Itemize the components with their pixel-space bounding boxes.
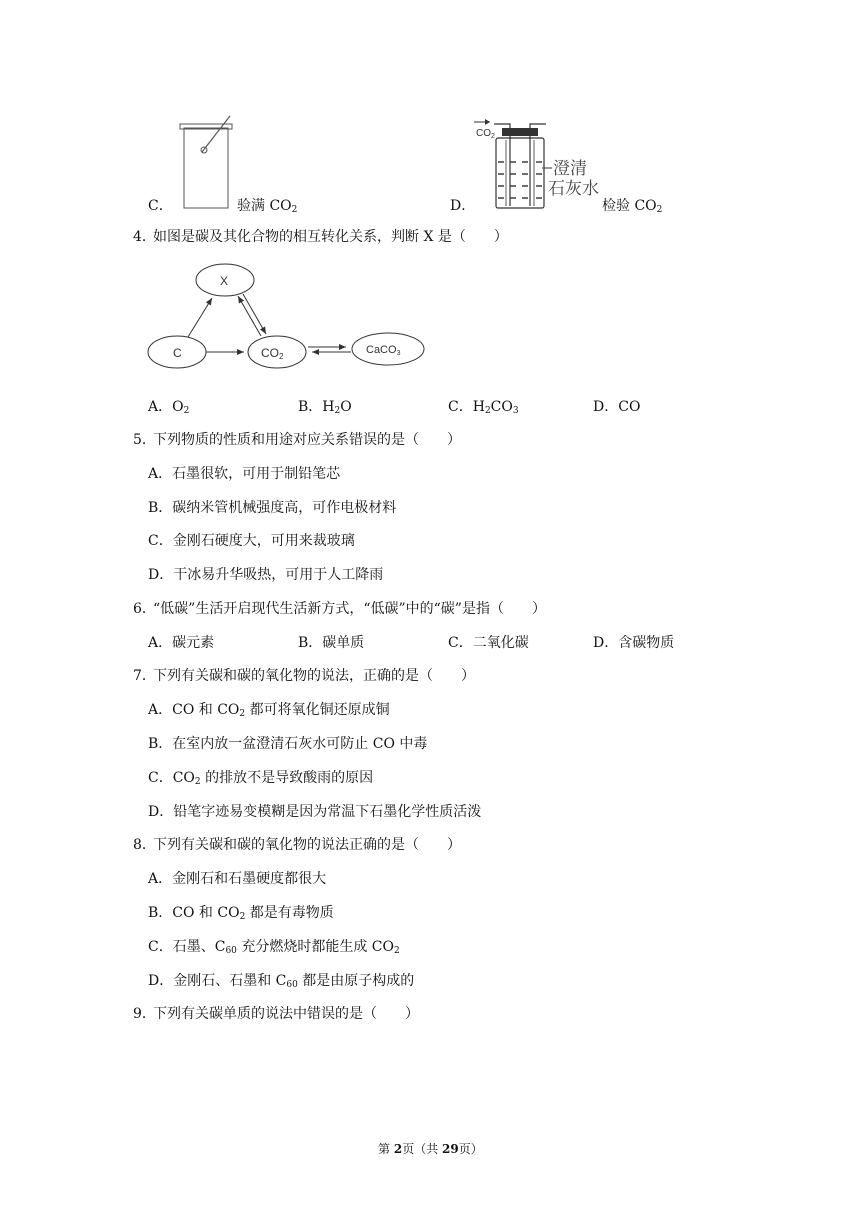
q6-option-b: B．碳单质 xyxy=(298,635,365,651)
q4-option-b: B．$H_2O$ xyxy=(298,399,352,416)
gas-bottle-figure xyxy=(176,114,236,212)
q5-option-a: A．石墨很软，可用于制铅笔芯 xyxy=(148,466,341,482)
q7-option-d: D．铅笔字迹易变模糊是因为常温下石墨化学性质活泼 xyxy=(148,804,482,820)
node-co2-label: CO2 xyxy=(261,346,284,361)
q3-option-d-label: 检验 $CO_2$ xyxy=(602,198,663,215)
q4-number: 4． xyxy=(133,229,156,245)
q7-option-c: C．$CO_2$ 的排放不是导致酸雨的原因 xyxy=(148,770,374,787)
carbon-conversion-diagram xyxy=(140,258,440,378)
q8-option-d: D．金刚石、石墨和 $C_{60}$ 都是由原子构成的 xyxy=(148,973,415,990)
q7-option-b: B．在室内放一盆澄清石灰水可防止 CO 中毒 xyxy=(148,736,428,752)
q7-option-a: A．CO 和 $CO_2$ 都可将氧化铜还原成铜 xyxy=(148,702,390,719)
q9-stem: 下列有关碳单质的说法中错误的是（ ） xyxy=(153,1006,419,1022)
q4-option-d: D．CO xyxy=(593,399,641,415)
fig-limewater-label-2: 石灰水 xyxy=(548,179,599,198)
q3-option-c-label: 验满 $CO_2$ xyxy=(237,198,298,215)
arrow-x-to-co2 xyxy=(243,294,266,334)
q6-option-d: D．含碳物质 xyxy=(593,635,675,651)
q6-number: 6． xyxy=(133,601,156,617)
q5-option-b: B．碳纳米管机械强度高，可作电极材料 xyxy=(148,500,397,516)
q8-stem: 下列有关碳和碳的氧化物的说法正确的是（ ） xyxy=(153,837,461,853)
q8-option-c: C．石墨、$C_{60}$ 充分燃烧时都能生成 $CO_2$ xyxy=(148,939,400,956)
total-pages: 29 xyxy=(442,1142,459,1156)
node-c-label: C xyxy=(173,346,182,360)
q7-stem: 下列有关碳和碳的氧化物的说法，正确的是（ ） xyxy=(153,668,475,684)
q5-stem: 下列物质的性质和用途对应关系错误的是（ ） xyxy=(153,432,461,448)
q8-number: 8． xyxy=(133,837,156,853)
q4-option-a: A．$O_2$ xyxy=(148,399,190,416)
q8-option-a: A．金刚石和石墨硬度都很大 xyxy=(148,871,327,887)
arrow-c-to-x xyxy=(188,298,212,337)
gas-washing-bottle-figure xyxy=(470,112,602,212)
q5-option-c: C．金刚石硬度大，可用来裁玻璃 xyxy=(148,533,355,549)
q3-option-d-letter: D． xyxy=(450,198,476,214)
arrow-co2-to-x xyxy=(238,296,261,336)
q4-option-c: C．$H_2CO_3$ xyxy=(448,399,519,416)
q8-option-b: B．CO 和 $CO_2$ 都是有毒物质 xyxy=(148,905,334,922)
q4-stem: 如图是碳及其化合物的相互转化关系，判断 X 是（ ） xyxy=(153,229,508,245)
q5-number: 5． xyxy=(133,432,156,448)
fig-gas-label: $CO_2$ xyxy=(476,128,495,140)
fig-limewater-label-1: 澄清 xyxy=(553,159,587,178)
current-page: 2 xyxy=(393,1142,403,1156)
node-x-label: X xyxy=(220,274,229,288)
q5-option-d: D．干冰易升华吸热，可用于人工降雨 xyxy=(148,567,384,583)
page-footer: 第 2页（共 29页） xyxy=(378,1142,483,1156)
q9-number: 9． xyxy=(133,1006,156,1022)
q6-option-c: C．二氧化碳 xyxy=(448,635,529,651)
q3-option-c-letter: C． xyxy=(148,198,173,214)
node-caco3-label: CaCO3 xyxy=(366,344,401,357)
q6-option-a: A．碳元素 xyxy=(148,635,215,651)
q7-number: 7． xyxy=(133,668,156,684)
q6-stem: “低碳”生活开启现代生活新方式，“低碳”中的“碳”是指（ ） xyxy=(153,601,546,617)
